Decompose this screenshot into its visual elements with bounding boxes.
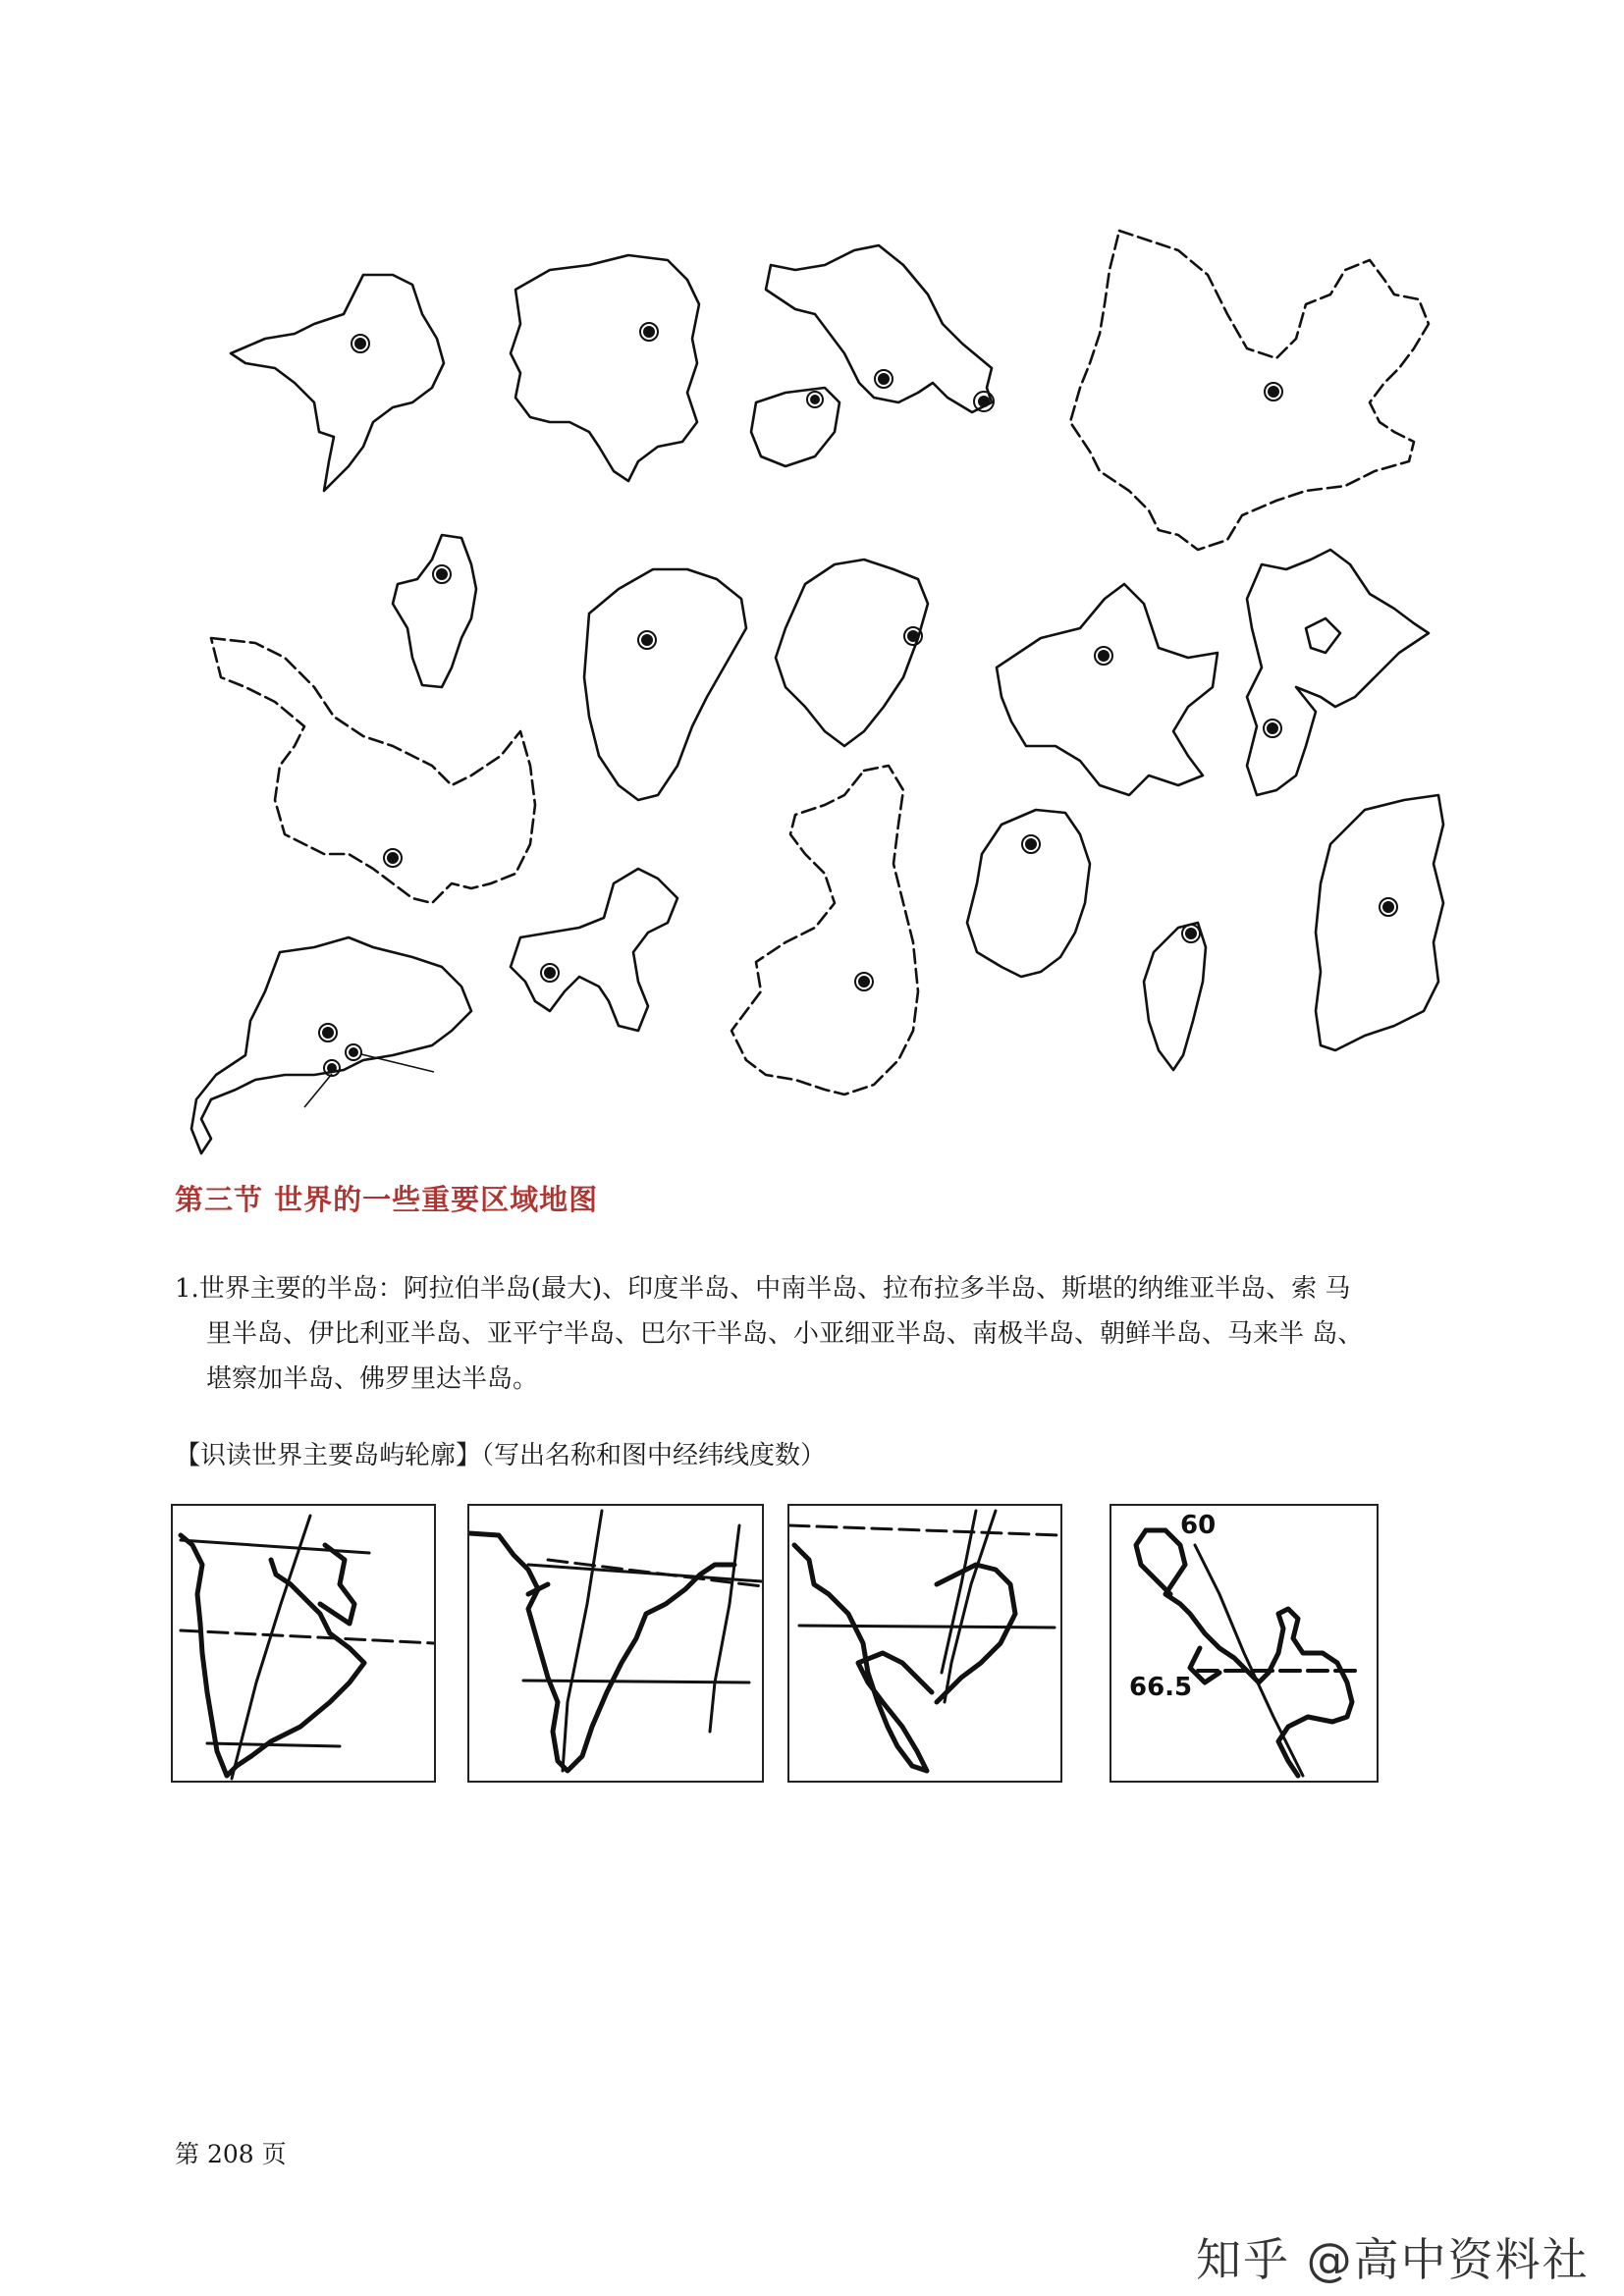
watermark: 知乎 @高中资料社 xyxy=(1196,2233,1590,2286)
paragraph-line: 堪察加半岛、佛罗里达半岛。 xyxy=(206,1364,539,1394)
province-shape xyxy=(731,766,918,1095)
province-shape xyxy=(211,638,535,903)
province-shape xyxy=(584,569,746,800)
province-shape xyxy=(776,560,928,746)
outline-map-drawing xyxy=(469,1506,762,1781)
province-shape xyxy=(393,535,476,687)
province-shape xyxy=(1144,923,1206,1070)
page-number: 第 208 页 xyxy=(175,2140,287,2168)
section-title: 第三节 世界的一些重要区域地图 xyxy=(175,1183,599,1216)
province-shape xyxy=(1070,231,1429,550)
latitude-label: 66.5 xyxy=(1129,1673,1193,1702)
province-shape xyxy=(1247,550,1429,795)
province-shape xyxy=(997,584,1218,795)
outline-map-drawing xyxy=(173,1506,434,1781)
peninsulas-paragraph xyxy=(175,1266,1490,1402)
longitude-label: 60 xyxy=(1180,1511,1217,1540)
exercise-heading: 【识读世界主要岛屿轮廓】（写出名称和图中经纬线度数） xyxy=(175,1441,827,1470)
outline-map-drawing xyxy=(789,1506,1060,1781)
province-shape xyxy=(191,937,471,1153)
province-shape xyxy=(231,275,444,491)
province-shape xyxy=(1316,795,1443,1050)
outline-map-2 xyxy=(467,1504,764,1783)
province-shape xyxy=(967,810,1090,977)
province-shape xyxy=(511,255,699,481)
outline-map-3 xyxy=(787,1504,1062,1783)
outline-map-1 xyxy=(171,1504,436,1783)
province-shape xyxy=(511,869,677,1031)
outline-map-4 xyxy=(1110,1504,1379,1783)
paragraph-line: 里半岛、伊比利亚半岛、亚平宁半岛、巴尔干半岛、小亚细亚半岛、南极半岛、朝鲜半岛、马来半 岛、 xyxy=(206,1319,1364,1349)
outline-map-drawing xyxy=(1111,1506,1377,1781)
province-shape xyxy=(751,245,994,466)
paragraph-line: 1.世界主要的半岛：阿拉伯半岛(最大)、印度半岛、中南半岛、拉布拉多半岛、斯堪的纳维亚半岛、索 马 xyxy=(175,1274,1351,1304)
